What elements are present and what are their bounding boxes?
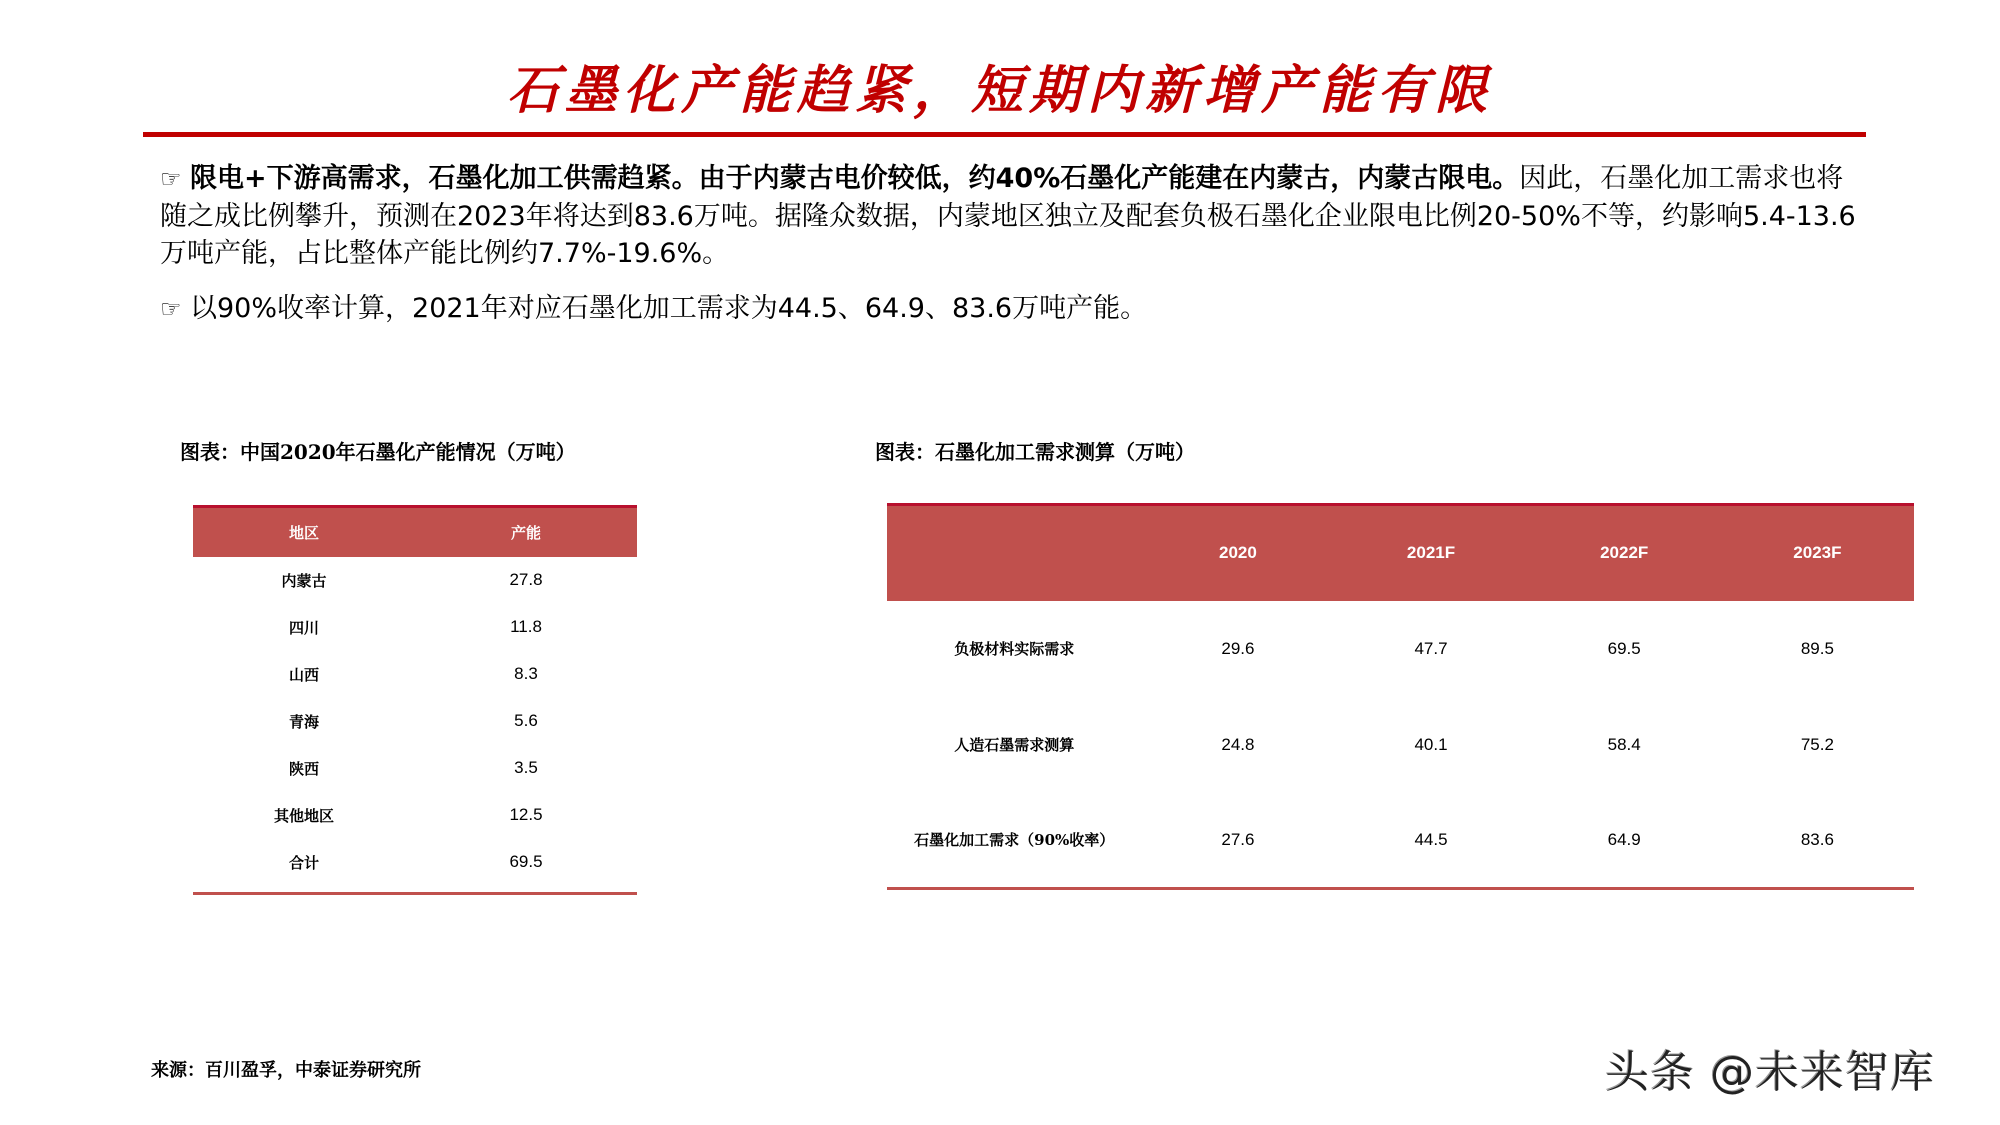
value-cell: 29.6 [1221, 638, 1255, 658]
table-row [887, 697, 1914, 793]
value-cell: 47.7 [1414, 638, 1448, 658]
capacity-cell: 5.6 [514, 711, 538, 730]
value-cell: 69.5 [1607, 638, 1641, 658]
region-cell: 四川 [288, 618, 319, 637]
capacity-cell: 12.5 [509, 805, 543, 824]
watermark: 头条 @未来智库 [1605, 1047, 1935, 1098]
row-label: 负极材料实际需求 [954, 640, 1075, 658]
table-row-total [193, 839, 637, 886]
region-cell: 山西 [288, 665, 319, 684]
value-cell: 58.4 [1607, 734, 1641, 754]
paragraph-1-lead: 限电+下游高需求，石墨化加工供需趋紧。由于内蒙古电价较低，约40%石墨化产能建在内蒙古，内蒙古限电。 [190, 163, 1520, 194]
value-cell: 64.9 [1528, 793, 1721, 889]
region-cell: 青海 [288, 712, 319, 731]
source-note: 来源：百川盈孚，中泰证券研究所 [151, 1060, 421, 1081]
table-row [193, 604, 637, 651]
table-row [193, 651, 637, 698]
capacity-cell: 8.3 [514, 664, 538, 683]
paragraph-2 [160, 290, 1860, 328]
value-cell: 83.6 [1721, 793, 1914, 889]
demand-table [887, 503, 1914, 890]
value-cell: 44.5 [1334, 793, 1527, 889]
page-title: 石墨化产能趋紧，短期内新增产能有限 [506, 60, 1493, 121]
table-row [193, 557, 637, 604]
table-header-row [887, 505, 1914, 601]
capacity-cell: 69.5 [509, 852, 543, 871]
row-label: 人造石墨需求测算 [954, 736, 1075, 754]
title-divider [143, 132, 1866, 137]
table-row [193, 698, 637, 745]
region-cell: 陕西 [288, 759, 319, 778]
paragraph-1-body: 因此，石墨化加工需求也将随之成比例攀升，预测在2023年将达到83.6万吨。据隆众数据，内蒙地区独立及配套负极石墨化企业限电比例20-50%不等，约影响5.4-13.6万吨产能，占比整体产能比例约7.7%-19.6%。 [160, 163, 1856, 269]
table-row [193, 792, 637, 839]
column-header-2020: 2020 [1141, 505, 1334, 601]
region-cell: 其他地区 [273, 806, 334, 825]
table-row [193, 745, 637, 792]
table-left-caption: 图表：中国2020年石墨化产能情况（万吨） [180, 440, 576, 464]
column-header-capacity: 产能 [415, 507, 637, 557]
column-header-label [887, 505, 1141, 601]
paragraph-2-body: 以90%收率计算，2021年对应石墨化加工需求为44.5、64.9、83.6万吨产能。 [190, 293, 1148, 324]
region-cell: 合计 [288, 853, 319, 872]
column-header-2023f: 2023F [1721, 505, 1914, 601]
region-cell: 内蒙古 [281, 571, 327, 590]
table-header-row [193, 507, 637, 557]
column-header-2022f: 2022F [1528, 505, 1721, 601]
paragraph-1 [160, 160, 1860, 272]
table-bottom-rule [193, 886, 637, 894]
value-cell: 75.2 [1800, 734, 1834, 754]
capacity-table [193, 505, 637, 895]
value-cell: 40.1 [1414, 734, 1448, 754]
pointing-hand-icon: ☞ [160, 165, 182, 193]
row-label: 石墨化加工需求（90%收率） [887, 793, 1141, 889]
table-row [887, 793, 1914, 889]
value-cell: 27.6 [1141, 793, 1334, 889]
table-right-caption: 图表：石墨化加工需求测算（万吨） [875, 440, 1195, 464]
pointing-hand-icon: ☞ [160, 295, 182, 323]
value-cell: 24.8 [1221, 734, 1255, 754]
table-row [887, 601, 1914, 697]
column-header-2021f: 2021F [1334, 505, 1527, 601]
column-header-region: 地区 [193, 507, 415, 557]
value-cell: 89.5 [1800, 638, 1834, 658]
capacity-cell: 3.5 [514, 758, 538, 777]
capacity-cell: 27.8 [509, 570, 543, 589]
capacity-cell: 11.8 [510, 617, 542, 636]
